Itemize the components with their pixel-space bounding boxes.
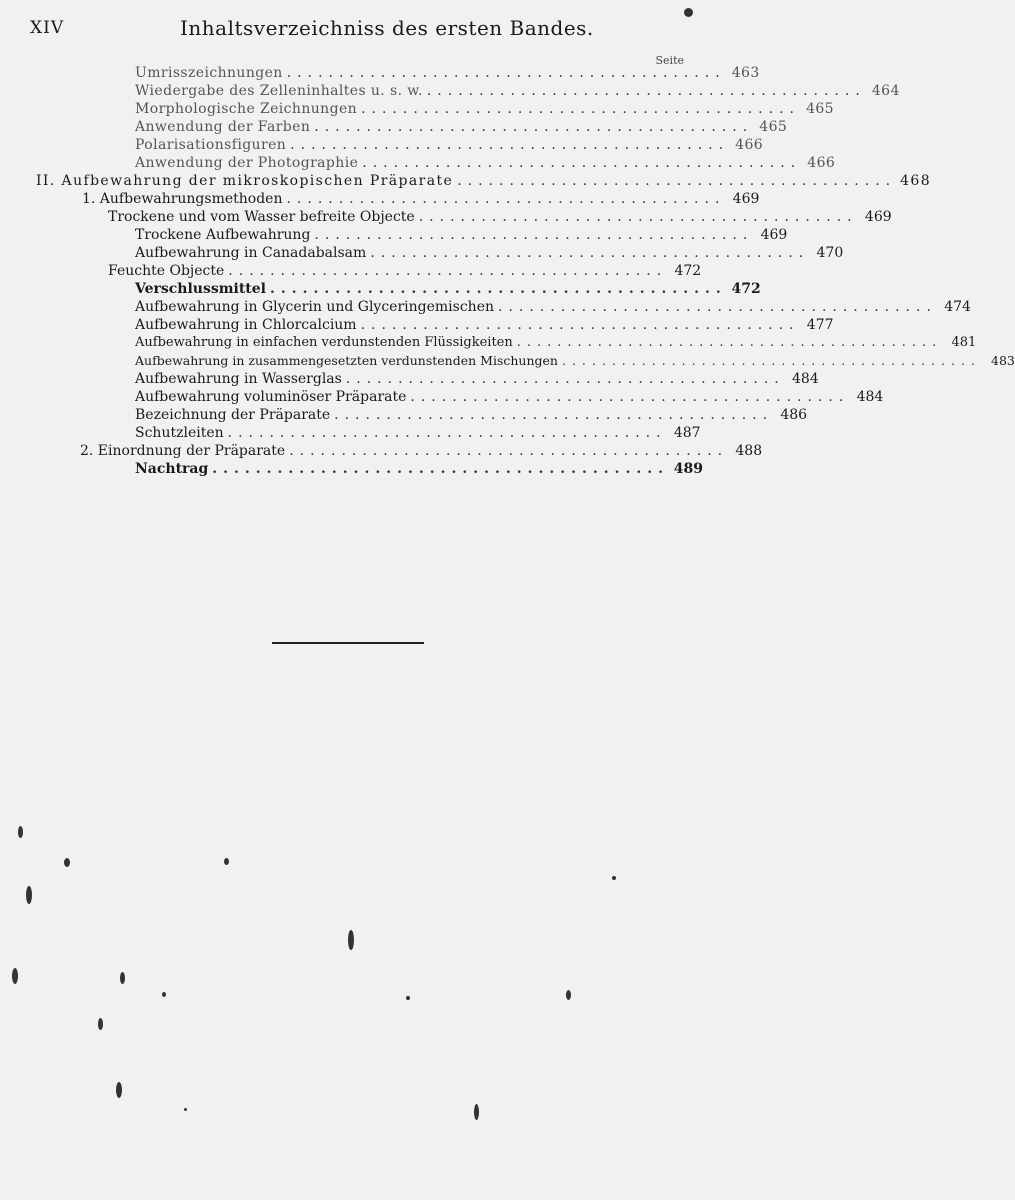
toc-entry: Trockene und vom Wasser befreite Objecte .......................................... 469 xyxy=(108,209,892,225)
toc-section-heading: II. Aufbewahrung der mikroskopischen Präparate .......................................... 468 xyxy=(36,173,932,189)
scan-speck xyxy=(64,858,70,867)
toc-subsection-heading: 2. Einordnung der Präparate .......................................... 488 xyxy=(80,443,763,459)
scan-speck xyxy=(184,1108,187,1111)
page-numeral: XIV xyxy=(30,18,65,38)
toc-entry: Trockene Aufbewahrung .......................................... 469 xyxy=(135,227,788,243)
horizontal-rule xyxy=(272,642,424,644)
toc-entry: Feuchte Objecte .......................................... 472 xyxy=(108,263,702,279)
page-title: Inhaltsverzeichniss des ersten Bandes. xyxy=(180,16,594,40)
toc-subsection-heading: 1. Aufbewahrungsmethoden .......................................... 469 xyxy=(82,191,760,207)
toc-entry: Aufbewahrung in Chlorcalcium .......................................... 477 xyxy=(135,317,834,333)
scan-speck xyxy=(684,8,693,17)
toc-entry: Schutzleiten .......................................... 487 xyxy=(135,425,701,441)
scan-speck xyxy=(98,1018,103,1030)
scan-speck xyxy=(474,1104,479,1120)
scan-speck xyxy=(116,1082,122,1098)
toc-entry: Aufbewahrung in Wasserglas .......................................... 484 xyxy=(135,371,819,387)
toc-entry: Aufbewahrung in Glycerin und Glyceringemischen .......................................... 474 xyxy=(135,299,971,315)
scan-speck xyxy=(26,886,32,904)
toc-entry: Wiedergabe des Zelleninhaltes u. s. w. .......................................... 464 xyxy=(135,83,900,99)
scan-speck xyxy=(162,992,166,997)
toc-entry: Morphologische Zeichnungen .......................................... 465 xyxy=(135,101,834,117)
scan-speck xyxy=(612,876,616,880)
toc-entry: Bezeichnung der Präparate .......................................... 486 xyxy=(135,407,808,423)
scan-speck xyxy=(12,968,18,984)
scan-speck xyxy=(406,996,410,1000)
toc-entry: Polarisationsfiguren .......................................... 466 xyxy=(135,137,764,153)
scan-speck xyxy=(348,930,354,950)
scan-speck xyxy=(18,826,23,838)
toc-entry: Aufbewahrung in einfachen verdunstenden Flüssigkeiten .......................................... 481 xyxy=(135,335,977,350)
scan-speck xyxy=(224,858,229,865)
toc-entry: Aufbewahrung voluminöser Präparate .......................................... 484 xyxy=(135,389,884,405)
toc-entry: Aufbewahrung in Canadabalsam .......................................... 470 xyxy=(135,245,844,261)
toc-entry: Anwendung der Photographie .......................................... 466 xyxy=(135,155,836,171)
toc-entry: Verschlussmittel .......................................... 472 xyxy=(135,281,761,297)
scan-speck xyxy=(566,990,571,1000)
scan-speck xyxy=(120,972,125,984)
toc-entry: Umrisszeichnungen .......................................... 463 xyxy=(135,65,760,81)
toc-entry: Nachtrag .......................................... 489 xyxy=(135,461,703,477)
seite-column-label: Seite xyxy=(655,54,684,67)
toc-entry: Anwendung der Farben .......................................... 465 xyxy=(135,119,788,135)
toc-entry: Aufbewahrung in zusammengesetzten verdunstenden Mischungen .......................................... 483 xyxy=(135,353,1015,368)
